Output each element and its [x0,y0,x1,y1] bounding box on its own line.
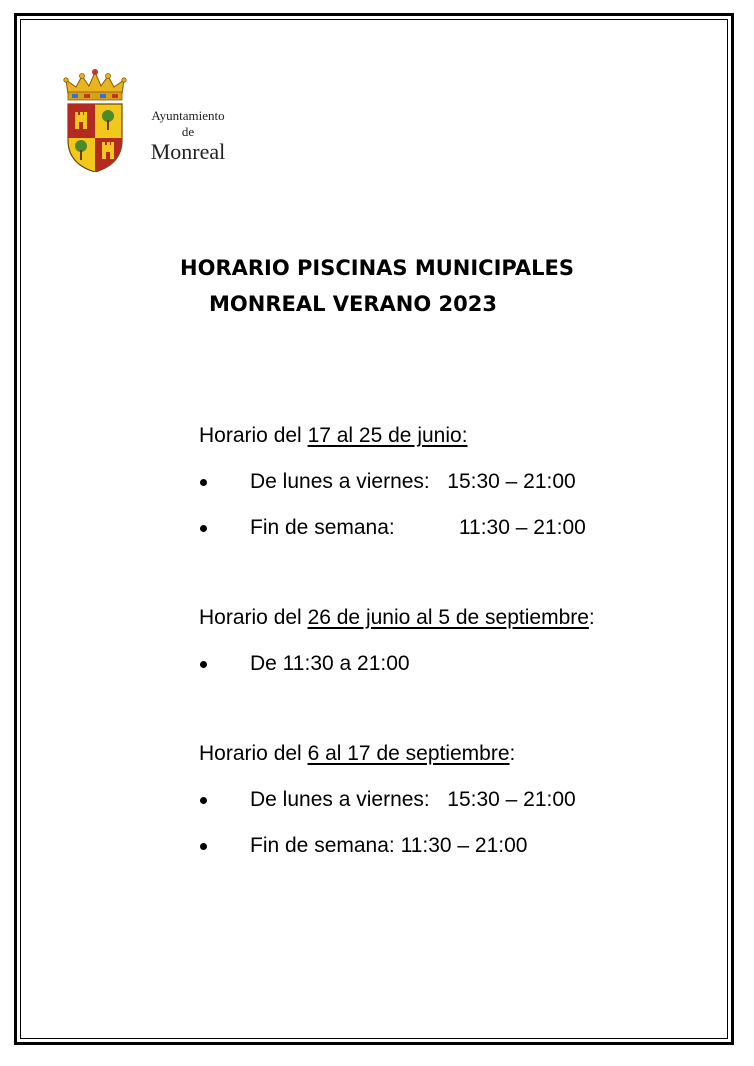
section-date-range: 6 al 17 de septiembre [307,742,510,765]
section-heading-suffix: : [509,742,516,765]
logo-wordmark [138,108,238,164]
list-item-text: De lunes a viernes: 15:30 – 21:00 [250,470,576,493]
section-heading-prefix: Horario del [199,424,308,447]
logo-line-de: de [181,124,195,139]
section-heading-1 [199,424,468,448]
logo-line-ayuntamiento: Ayuntamiento [151,108,225,123]
page-title-line-1: HORARIO PISCINAS MUNICIPALES [180,256,574,280]
section-heading-3 [199,742,515,766]
bullet-icon [200,479,207,486]
logo-line-monreal: Monreal [150,139,226,164]
bullet-icon [200,661,207,668]
list-item-text: De lunes a viernes: 15:30 – 21:00 [250,788,576,811]
bullet-icon [200,843,207,850]
page-title-line-2: MONREAL VERANO 2023 [209,292,497,316]
coat-of-arms-icon [62,68,128,172]
section-heading-suffix: : [588,606,595,629]
bullet-icon [200,797,207,804]
list-item-text: Fin de semana: 11:30 – 21:00 [250,834,528,857]
bullet-icon [200,525,207,532]
list-item-text: De 11:30 a 21:00 [250,652,410,675]
list-item-text: Fin de semana: 11:30 – 21:00 [250,516,586,539]
section-heading-prefix: Horario del [199,606,308,629]
section-heading-2 [199,606,595,630]
ayuntamiento-logo [60,68,240,176]
section-date-range: 17 al 25 de junio: [307,424,468,447]
section-date-range: 26 de junio al 5 de septiembre [307,606,589,629]
section-heading-prefix: Horario del [199,742,308,765]
